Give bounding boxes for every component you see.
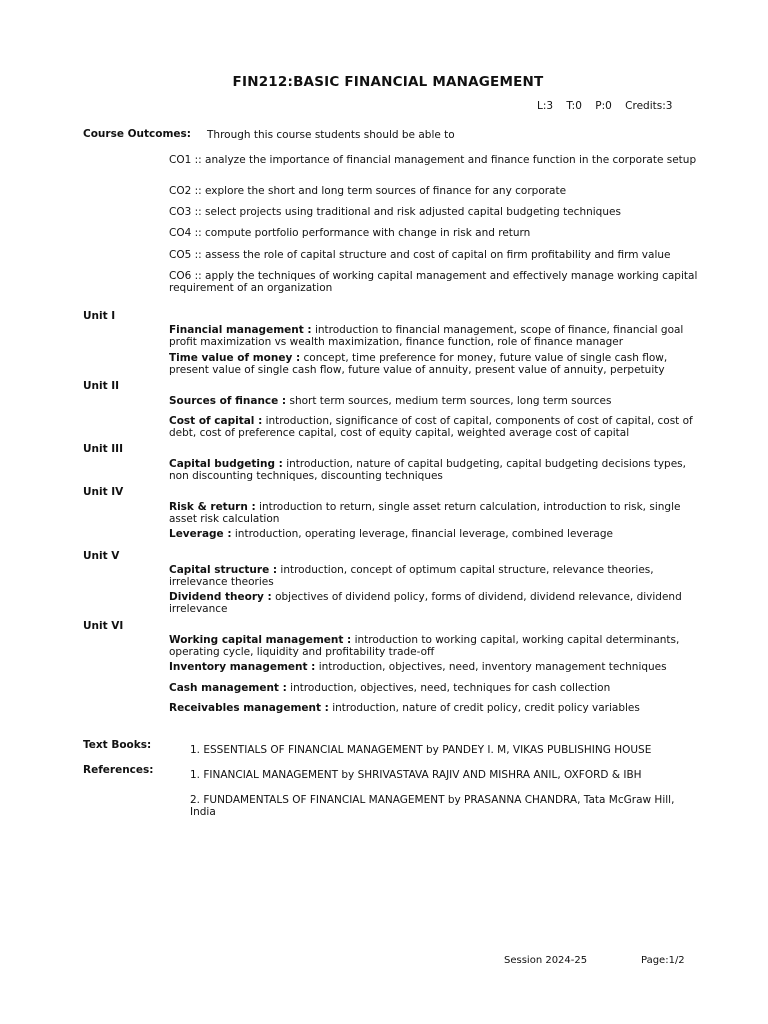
- unit-topic: [169, 634, 709, 658]
- tutorial-hours: T:0: [566, 100, 582, 112]
- topic-heading: Time value of money :: [169, 352, 301, 364]
- unit-topic: [169, 458, 709, 482]
- references-label: References:: [83, 764, 154, 776]
- topic-text: introduction to return, single asset return calculation, introduction to risk, single asset risk calculation: [169, 501, 681, 525]
- topic-heading: Capital budgeting :: [169, 458, 283, 470]
- unit-topic: [169, 528, 709, 540]
- unit-topic: [169, 591, 709, 615]
- unit-label: Unit V: [83, 550, 120, 562]
- course-outcome-item: CO1 :: analyze the importance of financial management and finance function in the corporate setup: [169, 154, 697, 166]
- text-books-label: Text Books:: [83, 739, 152, 751]
- course-outcomes-label: Course Outcomes:: [83, 128, 191, 140]
- topic-text: introduction, operating leverage, financial leverage, combined leverage: [231, 528, 613, 540]
- topic-text: introduction to financial management, scope of finance, financial goal profit maximization vs wealth maximization, finance function, role of finance manager: [169, 324, 684, 348]
- topic-text: introduction, nature of credit policy, credit policy variables: [328, 702, 640, 714]
- unit-label: Unit VI: [83, 620, 124, 632]
- topic-text: introduction, concept of optimum capital structure, relevance theories, irrelevance theories: [169, 564, 654, 588]
- unit-topic: [169, 661, 709, 673]
- topic-heading: Risk & return :: [169, 501, 256, 513]
- course-title: FIN212:BASIC FINANCIAL MANAGEMENT: [232, 74, 544, 90]
- topic-heading: Sources of finance :: [169, 395, 287, 407]
- topic-heading: Inventory management :: [169, 661, 316, 673]
- topic-text: concept, time preference for money, future value of single cash flow, present value of single cash flow, future value of annuity, present value of annuity, perpetuity: [169, 352, 668, 376]
- topic-heading: Dividend theory :: [169, 591, 272, 603]
- unit-topic: [169, 682, 709, 694]
- lecture-hours: L:3: [537, 100, 554, 112]
- unit-topic: [169, 415, 709, 439]
- practical-hours: P:0: [595, 100, 612, 112]
- topic-heading: Leverage :: [169, 528, 232, 540]
- course-outcome-item: CO5 :: assess the role of capital structure and cost of capital on firm profitability and firm value: [169, 249, 671, 261]
- topic-text: short term sources, medium term sources, long term sources: [286, 395, 612, 407]
- topic-heading: Financial management :: [169, 324, 312, 336]
- unit-label: Unit I: [83, 310, 116, 322]
- topic-heading: Receivables management :: [169, 702, 329, 714]
- unit-topic: [169, 324, 709, 348]
- unit-topic: [169, 501, 709, 525]
- unit-label: Unit IV: [83, 486, 124, 498]
- unit-label: Unit II: [83, 380, 120, 392]
- text-book-item: 1. ESSENTIALS OF FINANCIAL MANAGEMENT by PANDEY I. M, VIKAS PUBLISHING HOUSE: [190, 744, 652, 756]
- topic-text: introduction, objectives, need, techniques for cash collection: [286, 682, 611, 694]
- topic-text: introduction to working capital, working capital determinants, operating cycle, liquidity and profitability trade-off: [169, 634, 680, 658]
- topic-heading: Capital structure :: [169, 564, 278, 576]
- course-outcome-item: CO4 :: compute portfolio performance with change in risk and return: [169, 227, 531, 239]
- unit-topic: [169, 564, 709, 588]
- reference-item: 2. FUNDAMENTALS OF FINANCIAL MANAGEMENT by PRASANNA CHANDRA, Tata McGraw Hill, India: [190, 794, 675, 818]
- topic-text: introduction, objectives, need, inventory management techniques: [315, 661, 667, 673]
- topic-text: introduction, significance of cost of capital, components of cost of capital, cost of debt, cost of preference capital, cost of equity capital, weighted average cost of capital: [169, 415, 693, 439]
- page-number: Page:1/2: [641, 955, 685, 966]
- course-outcome-item: CO2 :: explore the short and long term sources of finance for any corporate: [169, 185, 567, 197]
- credits: Credits:3: [625, 100, 673, 112]
- topic-heading: Working capital management :: [169, 634, 352, 646]
- course-outcome-item: CO6 :: apply the techniques of working capital management and effectively manage working capital requirement of an organization: [169, 270, 698, 294]
- session-footer: Session 2024-25: [504, 955, 588, 966]
- topic-text: objectives of dividend policy, forms of dividend, dividend relevance, dividend irrelevance: [169, 591, 682, 615]
- course-outcome-item: CO3 :: select projects using traditional and risk adjusted capital budgeting techniques: [169, 206, 621, 218]
- ltp-credits: [537, 100, 672, 112]
- topic-heading: Cost of capital :: [169, 415, 263, 427]
- course-outcomes-intro: Through this course students should be able to: [207, 129, 455, 141]
- unit-topic: [169, 395, 709, 407]
- unit-topic: [169, 702, 709, 714]
- unit-topic: [169, 352, 709, 376]
- unit-label: Unit III: [83, 443, 123, 455]
- topic-heading: Cash management :: [169, 682, 287, 694]
- reference-item: 1. FINANCIAL MANAGEMENT by SHRIVASTAVA RAJIV AND MISHRA ANIL, OXFORD & IBH: [190, 769, 642, 781]
- topic-text: introduction, nature of capital budgeting, capital budgeting decisions types, non discounting techniques, discounting techniques: [169, 458, 686, 482]
